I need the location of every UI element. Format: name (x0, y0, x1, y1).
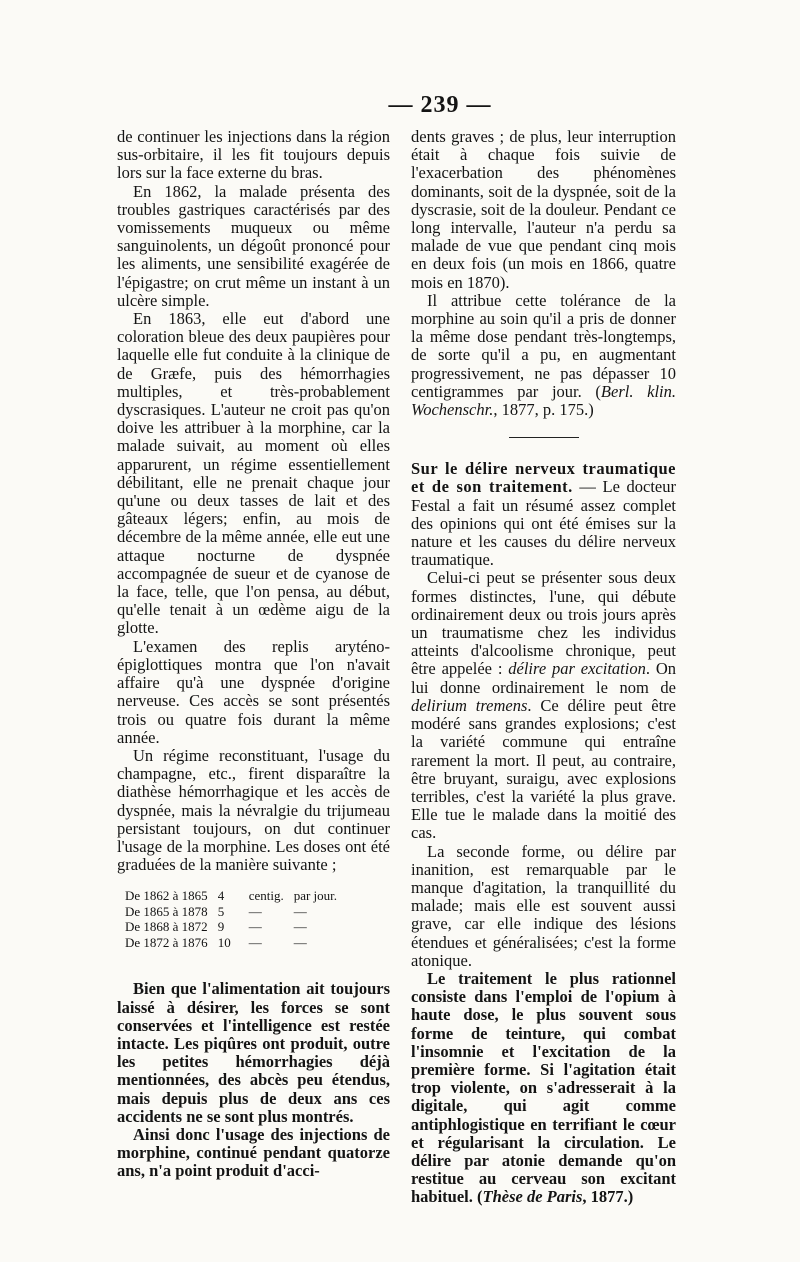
text-run: Celui-ci peut se présenter sous deux formes distinctes, l'une, qui débute ordinairement deux ou trois jours après un traumatisme chez les individus atteints d'alcoolisme chronique, peut être appelée : (411, 568, 676, 679)
text-run: , 1877.) (582, 1187, 634, 1207)
citation: Berl. klin. Wochenschr. (411, 381, 676, 420)
italic-term: délire par excitation (508, 659, 646, 679)
table-row (125, 888, 347, 904)
table-cell-unit: — (248, 934, 262, 950)
paragraph: En 1863, elle eut d'abord une coloration bleue des deux paupières pour laquelle elle fut conduite à la clinique de de Græfe, puis des hémorrhagies multiples, et très-probablement dyscrasiques. L'auteur ne croit pas qu'on doive les attribuer à la morphine, car la malade suivait, au moment où elles apparurent, un régime essentiellement débilitant, elle ne prenait chaque jour qu'une ou deux tasses de lait et des gâteaux légers; enfin, au mois de décembre de la même année, elle eut une attaque nocturne de dyspnée accompagnée de sueur et de cyanose de la face, telle, que l'on pensa, au début, qu'elle tenait à un œdème aigu de la glotte. (117, 309, 390, 638)
table-cell-freq: — (293, 903, 307, 919)
paragraph: de continuer les injections dans la région sus-orbitaire, il les fit toujours depuis lors sur la face externe du bras. (117, 127, 390, 183)
paragraph: En 1862, la malade présenta des troubles gastriques caractérisés par des vomissements muqueux ou même sanguinolents, un dégoût prononcé pour les aliments, une sensibilité exagérée de l'épigastre; on crut même un instant à un ulcère simple. (117, 181, 390, 310)
paragraph: L'examen des replis aryténo-épiglottiques montra que l'on n'avait affaire qu'à une dyspnée d'origine nerveuse. Ces accès se sont présentés trois ou quatre fois durant la même année. (117, 636, 390, 747)
text-run: . Ce délire peut être modéré sans grandes explosions; c'est la variété commune qui entraîne rarement la mort. Il peut, au contraire, être bruyant, suraigu, avec explosions terribles, c'est la variété la plus grave. Elle tue le malade dans la moitié des cas. (411, 695, 676, 843)
paragraph: Un régime reconstituant, l'usage du champagne, etc., firent disparaître la diathèse hémorrhagique et les accès de dyspnée, mais la névralgie du trijumeau persistant toujours, on dut continuer l'usage de la morphine. Les doses ont été graduées de la manière suivante ; (117, 745, 390, 875)
paragraph: La seconde forme, ou délire par inanition, est remarquable par le manque d'agitation, la tranquillité du malade; mais elle est souvent aussi grave, car elle indique des lésions étendues et généralisées; c'est la forme atonique. (411, 841, 676, 970)
paragraph (411, 292, 676, 419)
table-row (125, 919, 347, 935)
table-cell-freq: — (293, 919, 307, 935)
page-number: 239 (420, 92, 460, 118)
paragraph: Bien que l'alimentation ait toujours laissé à désirer, les forces se sont conservées et l'intelligence est restée intacte. Les piqûres ont produit, outre les petites hémorrhagies déjà mentionnées, des abcès peu étendus, mais depuis plus de deux ans ces accidents ne se sont plus montrés. (117, 979, 390, 1126)
table-cell-freq: par jour. (293, 888, 338, 904)
table-cell-unit: centig. (248, 888, 284, 904)
dosage-table (125, 888, 347, 950)
section-divider (509, 437, 579, 438)
table-cell-dose: 9 (217, 919, 225, 935)
text-run: Il attribue cette tolérance de la morphine au soin qu'il a pris de donner la même dose pendant très-longtemps, de sorte qu'il a pu, en augmentant progressivement, ne pas dépasser 10 centigrammes par jour. ( (411, 290, 676, 401)
table-cell-period: De 1872 à 1876 (125, 934, 208, 950)
table-cell-unit: — (248, 903, 262, 919)
table-cell-period: De 1865 à 1878 (125, 903, 208, 919)
table-row (125, 904, 347, 920)
paragraph: Ainsi donc l'usage des injections de morphine, continué pendant quatorze ans, n'a point produit d'acci- (117, 1124, 390, 1181)
text-run: — Le docteur Festal a fait un résumé assez complet des opinions qui ont été émises sur la nature et les causes du délire nerveux traumatique. (411, 477, 676, 570)
text-run: . On lui donne ordinairement le nom de (411, 659, 676, 697)
paragraph: dents graves ; de plus, leur interruption était à chaque fois suivie de l'exacerbation des phénomènes dominants, soit de la dyspnée, soit de la dyscrasie, soit de la douleur. Pendant ce long intervalle, l'auteur n'a perdu sa malade de vue que pendant cinq mois en deux fois (un mois en 1866, quatre mois en 1870). (411, 127, 676, 292)
table-cell-dose: 5 (217, 903, 225, 919)
table-cell-dose: 4 (217, 888, 225, 904)
citation: Thèse de Paris (482, 1187, 583, 1207)
text-run: Le traitement le plus rationnel consiste dans l'emploi de l'opium à haute dose, le plus souvent sous forme de teinture, qui combat l'insomnie et l'excitation de la première forme. Si l'agitation était trop violente, on s'adresserait à la digitale, qui agit comme antiphlogistique en terrifiant le cœur et régularisant la circulation. Le délire par atonie demande qu'on restitue au cerveau son excitant habituel. ( (411, 968, 676, 1207)
table-cell-period: De 1868 à 1872 (125, 919, 208, 935)
paragraph (411, 460, 676, 569)
section-title: Sur le délire nerveux traumatique et de son traitement. (411, 459, 676, 497)
page-header: — 239 — (388, 92, 492, 118)
table-row (125, 935, 347, 951)
italic-term: delirium tremens (411, 695, 528, 715)
right-column (411, 128, 676, 1207)
text-run: , 1877, p. 175.) (493, 400, 594, 420)
table-cell-freq: — (293, 934, 307, 950)
left-column (117, 128, 390, 1181)
table-cell-period: De 1862 à 1865 (125, 888, 208, 904)
table-cell-unit: — (248, 919, 262, 935)
table-cell-dose: 10 (217, 934, 231, 950)
paragraph (411, 569, 676, 842)
paragraph (411, 970, 676, 1207)
